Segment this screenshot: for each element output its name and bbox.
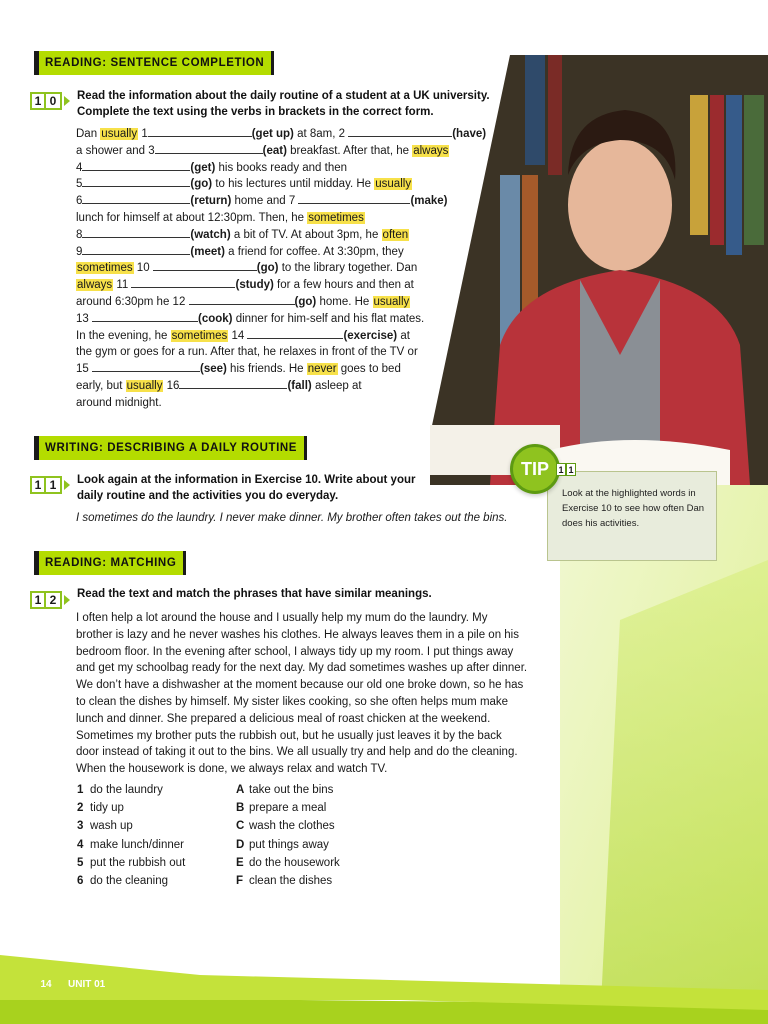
tip-digit: 1 bbox=[566, 463, 576, 476]
paragraph-line: door instead of taking it out to the bins. We all usually try and help and do the cleaning. bbox=[76, 746, 518, 759]
exercise-12-instruction: Read the text and match the phrases that have similar meanings. bbox=[77, 588, 432, 600]
paragraph-line: lunch and dinner. She prepared a delicious meal of roast chicken at the weekend. bbox=[76, 712, 491, 725]
text-line: In the evening, he sometimes 14 (exercise) at bbox=[76, 329, 410, 342]
exercise-number-11 bbox=[30, 476, 70, 494]
highlight-word: sometimes bbox=[308, 211, 364, 224]
exercise-10-instruction bbox=[77, 88, 490, 120]
exercise-10-text bbox=[76, 126, 496, 412]
tip-label: TIP bbox=[520, 458, 549, 479]
blank-10[interactable] bbox=[153, 260, 257, 271]
arrow-icon bbox=[64, 595, 70, 605]
text-line: sometimes 10 (go) to the library together. Dan bbox=[77, 262, 418, 275]
paragraph-line: When the housework is done, we always relax and watch TV. bbox=[76, 763, 388, 776]
blank-16[interactable] bbox=[179, 378, 287, 389]
text-line: 8 (watch) a bit of TV. At about 3pm, he often bbox=[76, 228, 409, 241]
section-header-matching bbox=[34, 551, 186, 575]
list-item[interactable]: 4 make lunch/dinner bbox=[77, 838, 184, 851]
blank-2[interactable] bbox=[348, 126, 452, 137]
highlight-word: often bbox=[382, 228, 409, 241]
text-line: always 11 (study) for a few hours and then at bbox=[77, 279, 414, 292]
exercise-number-10 bbox=[30, 92, 70, 110]
blank-14[interactable] bbox=[247, 328, 343, 339]
text-line: around 6:30pm he 12 (go) home. He usually bbox=[76, 295, 410, 308]
arrow-icon bbox=[64, 96, 70, 106]
paragraph-line: brother is lazy and he never washes his clothes. He always leaves them in a pile on his bbox=[76, 628, 519, 641]
list-item[interactable]: 1 do the laundry bbox=[77, 784, 163, 796]
paragraph-line: We don’t have a dishwasher at the moment because our old one broke down, so he has bbox=[76, 679, 524, 692]
blank-5[interactable] bbox=[82, 176, 190, 187]
paragraph-line: and get my schoolbag ready for the next day. My dad sometimes washes up after dinner. bbox=[76, 662, 528, 675]
text-line: 6 (return) home and 7 (make) bbox=[76, 195, 448, 208]
blank-15[interactable] bbox=[92, 361, 200, 372]
exercise-digit: 1 bbox=[30, 476, 46, 494]
blank-12[interactable] bbox=[189, 294, 295, 305]
blank-9[interactable] bbox=[82, 244, 190, 255]
tip-box bbox=[547, 471, 717, 561]
arrow-icon bbox=[64, 480, 70, 490]
text-line: 5 (go) to his lectures until midday. He usually bbox=[76, 178, 412, 191]
highlight-word: sometimes bbox=[77, 262, 133, 275]
paragraph-line: bedroom floor. In the evening after school, I always tidy up my room. I put things away bbox=[76, 645, 514, 658]
list-item[interactable]: 6 do the cleaning bbox=[77, 875, 169, 888]
exercise-digit: 1 bbox=[30, 591, 46, 609]
highlight-word: always bbox=[413, 144, 449, 157]
text-line: around midnight. bbox=[76, 396, 162, 409]
blank-3[interactable] bbox=[155, 143, 263, 154]
text-line: 4 (get) his books ready and then bbox=[76, 161, 348, 174]
paragraph-line: Sometimes my brother puts the rubbish out, but he usually just leaves it by the back bbox=[76, 729, 502, 742]
tip-number bbox=[556, 463, 576, 476]
exercise-digit: 1 bbox=[30, 92, 46, 110]
exercise-11-instruction bbox=[77, 472, 415, 504]
section-title: READING: MATCHING bbox=[45, 557, 177, 569]
highlight-word: usually bbox=[101, 128, 138, 140]
instruction-line: Complete the text using the verbs in brackets in the correct form. bbox=[77, 106, 434, 118]
instruction-line: daily routine and the activities you do everyday. bbox=[77, 490, 339, 502]
highlight-word: usually bbox=[375, 178, 412, 191]
section-title: WRITING: DESCRIBING A DAILY ROUTINE bbox=[45, 442, 298, 454]
text-line: a shower and 3 (eat) breakfast. After that, he always bbox=[76, 144, 449, 157]
blank-8[interactable] bbox=[82, 227, 190, 238]
text-line: 13 (cook) dinner for him-self and his flat mates. bbox=[76, 312, 425, 325]
list-item[interactable]: 3 wash up bbox=[77, 820, 133, 833]
tip-badge bbox=[510, 444, 560, 494]
paragraph-line: I often help a lot around the house and I usually help my mum do the laundry. My bbox=[76, 612, 488, 624]
blank-11[interactable] bbox=[131, 277, 235, 288]
text-line: the gym or goes for a run. After that, he relaxes in front of the TV or bbox=[76, 346, 418, 359]
list-item[interactable]: E do the housework bbox=[236, 856, 340, 869]
example-sentence: I sometimes do the laundry. I never make dinner. My brother often takes out the bins. bbox=[76, 512, 508, 524]
tip-text: Look at the highlighted words in Exercise 10 to see how often Dan does his activities. bbox=[562, 488, 705, 529]
blank-13[interactable] bbox=[92, 311, 198, 322]
instruction-line: Look again at the information in Exercise 10. Write about your bbox=[77, 474, 416, 486]
exercise-digit: 2 bbox=[46, 591, 62, 609]
section-header-writing bbox=[34, 436, 307, 460]
matching-paragraph bbox=[76, 610, 546, 778]
exercise-digit: 0 bbox=[46, 92, 62, 110]
page-number: 14 bbox=[36, 976, 56, 992]
highlight-word: sometimes bbox=[171, 329, 228, 342]
matching-right-list bbox=[236, 781, 340, 890]
text-line: early, but usually 16 (fall) asleep at bbox=[76, 379, 362, 392]
blank-4[interactable] bbox=[82, 160, 190, 171]
exercise-digit: 1 bbox=[46, 476, 62, 494]
blank-1[interactable] bbox=[148, 126, 252, 137]
list-item[interactable]: F clean the dishes bbox=[236, 875, 333, 888]
list-item[interactable]: D put things away bbox=[236, 838, 329, 851]
blank-6[interactable] bbox=[82, 193, 190, 204]
text-line: lunch for himself at about 12:30pm. Then, he sometimes bbox=[76, 211, 364, 224]
highlight-word: usually bbox=[373, 295, 410, 308]
list-item[interactable]: B prepare a meal bbox=[236, 802, 327, 815]
highlight-word: never bbox=[307, 363, 337, 376]
text-line: Dan usually 1 (get up) at 8am, 2 (have) bbox=[76, 128, 487, 140]
text-line: 9 (meet) a friend for coffee. At 3:30pm, they bbox=[76, 245, 404, 258]
text-line: 15 (see) his friends. He never goes to bed bbox=[76, 363, 401, 376]
paragraph-line: to clean the dishes by himself. My sister likes cooking, so she often helps mum make bbox=[76, 695, 509, 708]
list-item[interactable]: A take out the bins bbox=[236, 784, 334, 796]
highlight-word: usually bbox=[126, 379, 163, 392]
list-item[interactable]: 2 tidy up bbox=[77, 802, 124, 815]
list-item[interactable]: 5 put the rubbish out bbox=[77, 856, 186, 869]
section-title: READING: SENTENCE COMPLETION bbox=[45, 57, 265, 69]
matching-left-list bbox=[77, 781, 185, 890]
exercise-number-12 bbox=[30, 591, 70, 609]
highlight-word: always bbox=[77, 279, 113, 292]
blank-7[interactable] bbox=[298, 193, 410, 204]
list-item[interactable]: C wash the clothes bbox=[236, 820, 335, 833]
section-header-sentence-completion bbox=[34, 51, 274, 75]
tip-digit: 1 bbox=[556, 463, 566, 476]
unit-label: UNIT 01 bbox=[68, 979, 106, 990]
instruction-line: Read the information about the daily routine of a student at a UK university. bbox=[77, 90, 490, 102]
